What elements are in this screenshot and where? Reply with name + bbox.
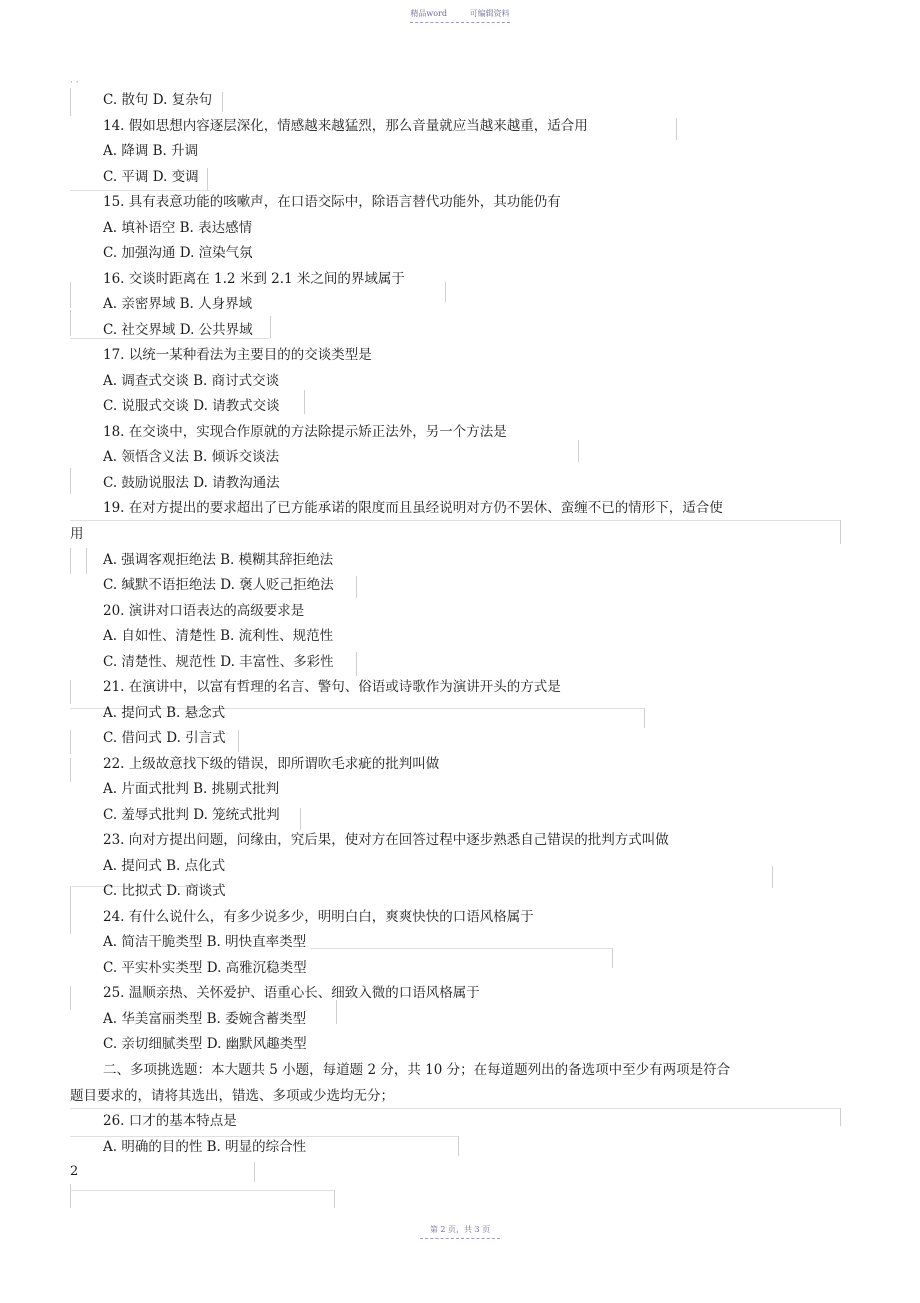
text-line: A. 明确的目的性 B. 明显的综合性 <box>103 1139 307 1155</box>
frame-line <box>356 576 357 598</box>
text-line: A. 提问式 B. 悬念式 <box>103 705 226 721</box>
frame-line <box>458 1136 459 1156</box>
frame-line <box>676 118 677 140</box>
text-line: C. 社交界域 D. 公共界域 <box>103 322 253 338</box>
frame-line <box>70 1108 840 1109</box>
text-line: C. 鼓励说服法 D. 请教沟通法 <box>103 475 280 491</box>
frame-line <box>300 808 301 830</box>
frame-line <box>578 440 579 462</box>
frame-line <box>70 468 71 494</box>
frame-line <box>70 986 71 1010</box>
text-line: A. 简洁干脆类型 B. 明快直率类型 <box>103 934 307 950</box>
text-line: 22. 上级故意找下级的错误，即所谓吹毛求疵的批判叫做 <box>103 756 440 772</box>
frame-line <box>70 310 71 336</box>
page-header <box>0 8 920 19</box>
text-line: A. 华美富丽类型 B. 委婉含蓄类型 <box>103 1011 307 1027</box>
frame-line <box>334 1190 335 1208</box>
frame-line <box>222 92 223 112</box>
frame-line <box>70 520 840 521</box>
text-line: 二、多项挑选题：本大题共 5 小题，每道题 2 分，共 10 分；在每道题列出的备选项中至少有两项是符合 <box>103 1062 731 1078</box>
frame-line <box>70 190 210 191</box>
text-line: C. 借问式 D. 引言式 <box>103 730 226 746</box>
frame-line <box>70 730 71 754</box>
text-line: A. 亲密界域 B. 人身界域 <box>103 296 253 312</box>
header-right-text: 可编辑资料 <box>469 9 510 18</box>
frame-line <box>445 282 446 302</box>
frame-line <box>70 282 71 308</box>
frame-line <box>70 1136 458 1137</box>
frame-line <box>70 886 71 910</box>
text-line: 21. 在演讲中，以富有哲理的名言、警句、俗语或诗歌作为演讲开头的方式是 <box>103 679 561 695</box>
frame-line <box>840 520 841 544</box>
text-line: A. 填补语空 B. 表达感情 <box>103 220 253 236</box>
text-line: 24. 有什么说什么，有多少说多少，明明白白，爽爽快快的口语风格属于 <box>103 909 534 925</box>
text-line: 20. 演讲对口语表达的高级要求是 <box>103 603 305 619</box>
text-line: 15. 具有表意功能的咳嗽声，在口语交际中，除语言替代功能外，其功能仍有 <box>103 194 561 210</box>
text-line: A. 提问式 B. 点化式 <box>103 858 226 874</box>
frame-line <box>238 730 239 752</box>
frame-line <box>86 548 87 574</box>
text-line: C. 散句 D. 复杂句 <box>103 92 213 108</box>
text-line: C. 亲切细腻类型 D. 幽默风趣类型 <box>103 1036 307 1052</box>
frame-line <box>644 708 645 728</box>
text-line: C. 加强沟通 D. 渲染气氛 <box>103 245 253 261</box>
text-line: 题目要求的，请将其选出，错选、多项或少选均无分； <box>70 1088 394 1104</box>
page-footer: 第 2 页，共 3 页 <box>429 1225 491 1234</box>
text-line: C. 平实朴实类型 D. 高雅沉稳类型 <box>103 960 307 976</box>
corner-ticks: · · <box>70 78 79 88</box>
text-line: 14. 假如思想内容逐层深化，情感越来越猛烈，那么音量就应当越来越重，适合用 <box>103 118 588 134</box>
text-line: C. 羞辱式批判 D. 笼统式批判 <box>103 807 280 823</box>
frame-line <box>70 1190 334 1191</box>
text-line: C. 平调 D. 变调 <box>103 169 199 185</box>
frame-line <box>772 866 773 888</box>
text-line: A. 领悟含义法 B. 倾诉交谈法 <box>103 449 280 465</box>
header-dash-line <box>410 22 510 23</box>
frame-line <box>612 948 613 968</box>
text-line: 19. 在对方提出的要求超出了已方能承诺的限度而且虽经说明对方仍不罢休、蛮缠不已的情形下，适合使 <box>103 500 723 516</box>
text-line: C. 说服式交谈 D. 请教式交谈 <box>103 398 280 414</box>
frame-line <box>70 680 71 704</box>
frame-line <box>336 1000 337 1024</box>
text-line: C. 缄默不语拒绝法 D. 褒人贬己拒绝法 <box>103 577 334 593</box>
frame-line <box>70 758 71 782</box>
frame-line <box>70 548 71 574</box>
footer-dash-line <box>420 1238 500 1239</box>
page-number: 2 <box>70 1164 79 1179</box>
frame-line <box>840 1108 841 1126</box>
frame-line <box>304 390 305 414</box>
text-line: 17. 以统一某种看法为主要目的的交谈类型是 <box>103 347 372 363</box>
frame-line <box>254 1162 255 1182</box>
frame-line <box>70 910 71 934</box>
text-line: 16. 交谈时距离在 1.2 米到 2.1 米之间的界域属于 <box>103 271 405 287</box>
frame-line <box>270 316 271 338</box>
text-line: A. 强调客观拒绝法 B. 模糊其辞拒绝法 <box>103 552 334 568</box>
text-line: 25. 温顺亲热、关怀爱护、语重心长、细致入微的口语风格属于 <box>103 985 480 1001</box>
text-line: A. 降调 B. 升调 <box>103 143 199 159</box>
frame-line <box>356 652 357 676</box>
header-left-text: 精品word <box>410 9 448 18</box>
text-line: C. 比拟式 D. 商谈式 <box>103 883 226 899</box>
text-line: A. 调查式交谈 B. 商讨式交谈 <box>103 373 280 389</box>
frame-line <box>310 948 612 949</box>
text-line: 18. 在交谈中，实现合作原就的方法除提示矫正法外，另一个方法是 <box>103 424 507 440</box>
frame-line <box>207 168 208 190</box>
text-line: 23. 向对方提出问题，问缘由，究后果，使对方在回答过程中逐步熟悉自己错误的批判方式叫做 <box>103 832 669 848</box>
text-line: C. 清楚性、规范性 D. 丰富性、多彩性 <box>103 654 334 670</box>
text-line: A. 自如性、清楚性 B. 流利性、规范性 <box>103 628 334 644</box>
text-line: 用 <box>70 526 84 542</box>
frame-line <box>70 1184 71 1208</box>
frame-line <box>70 88 71 116</box>
text-line: A. 片面式批判 B. 挑剔式批判 <box>103 781 280 797</box>
text-line: 26. 口才的基本特点是 <box>103 1113 237 1129</box>
